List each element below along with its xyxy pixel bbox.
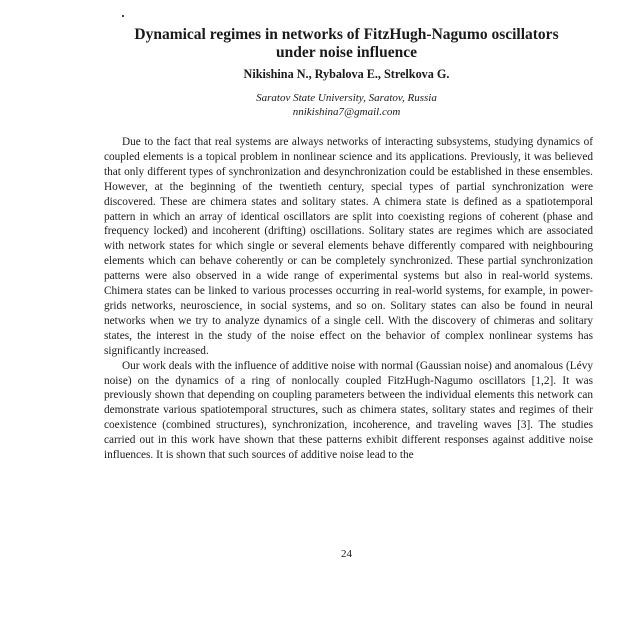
title-line-1: Dynamical regimes in networks of FitzHugh-Nagumo oscillators — [134, 26, 559, 43]
paragraph-1: Due to the fact that real systems are always networks of interacting subsystems, studying dynamics of coupled elements is a topical problem in nonlinear science and its applications. Previously, it was believed that only different types of synchronization and desynchronization could be established in these ensembles. However, at the beginning of the twentieth century, special types of partial synchronization were discovered. These are chimera states and solitary states. A chimera state is defined as a spatiotemporal pattern in which an array of identical oscillators are split into coexisting regions of coherent (phase and frequency locked) and incoherent (drifting) oscillations. Solitary states are regimes which are associated with network states for which single or several elements behave differently compared with neighbouring elements which can behave coherently or can be completely synchronized. These partial synchronization patterns were also observed in a wide range of experimental systems but also in real-world systems. Chimera states can be linked to various processes occurring in real-world systems, for example, in power-grids networks, neuroscience, in social systems, and so on. Solitary states can also be found in neural networks when we try to analyze dynamics of a single cell. With the discovery of chimeras and solitary states, the interest in the study of the noise effect on the behavior of complex nonlinear systems has significantly increased. — [104, 136, 593, 357]
page-number: 24 — [341, 548, 352, 560]
affiliation-block — [90, 91, 603, 119]
body-text — [104, 135, 593, 463]
paper-title — [90, 26, 603, 62]
email: nnikishina7@gmail.com — [292, 106, 401, 118]
title-line-2: under noise influence — [276, 44, 417, 61]
paragraph-2: Our work deals with the influence of additive noise with normal (Gaussian noise) and anomalous (Lévy noise) on the dynamics of a ring of nonlocally coupled FitzHugh-Nagumo oscillators [1,2]. It was previously shown that depending on coupling parameters between the individual elements this network can demonstrate various spatiotemporal structures, such as chimera states, solitary states and regimes of their coexistence (combined structures), synchronization, incoherence, and traveling waves [3]. The studies carried out in this work have shown that these patterns exhibit different responses against additive noise influences. It is shown that such sources of additive noise lead to the — [104, 359, 593, 462]
author-list: Nikishina N., Rybalova E., Strelkova G. — [243, 67, 450, 81]
stray-mark — [122, 15, 124, 17]
affiliation: Saratov State University, Saratov, Russia — [256, 92, 437, 104]
